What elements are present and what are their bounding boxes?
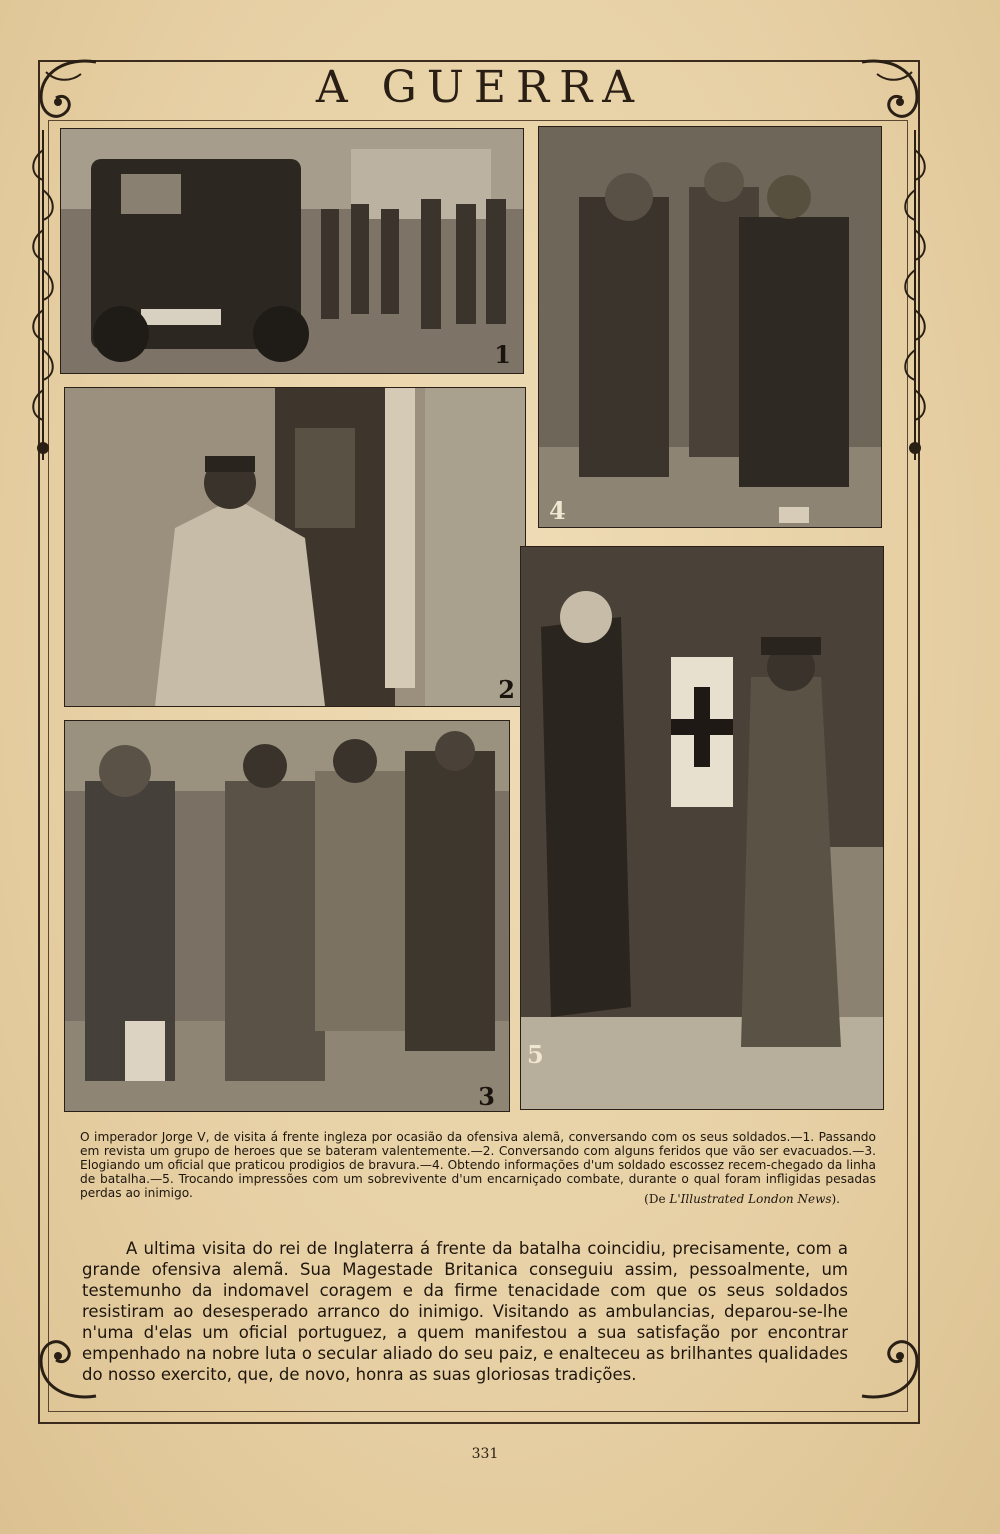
photo-5 (520, 546, 884, 1110)
photo-3-image (65, 721, 509, 1111)
photo-1-image (61, 129, 523, 373)
left-leaf-vine-icon (28, 130, 58, 460)
credit-source: L'Illustrated London News (669, 1192, 832, 1206)
top-right-ornament-icon (852, 52, 932, 132)
credit-suffix: ). (831, 1192, 840, 1206)
photo-4 (538, 126, 882, 528)
photo-caption: O imperador Jorge V, de visita á frente ingleza por ocasião da ofensiva alemã, conversando com os seus soldados.—1. Passando em revista um grupo de heroes que se bateram valentemente.—2. Conversando com alguns feridos que vão ser evacuados.—3. Elogiando um oficial que praticou prodigios de bravura.—4. Obtendo informações d'um soldado escossez recem-chegado da linha de batalha.—5. Trocando impressões com um sobrevivente d'um encarniçado combate, durante o qual foram infligidas pesadas perdas ao inimigo. (80, 1130, 876, 1200)
bottom-right-ornament-icon (852, 1326, 932, 1406)
photo-4-number: 4 (549, 496, 566, 525)
photo-3 (64, 720, 510, 1112)
photo-2-image (65, 388, 525, 706)
photo-5-image (521, 547, 883, 1109)
article-paragraph: A ultima visita do rei de Inglaterra á frente da batalha coincidiu, precisamente, com a grande ofensiva alemã. Sua Magestade Britanica conseguiu assim, pessoalmente, um testemunho da indomavel coragem e da firme tenacidade com que os seus soldados resistiram ao desesperado arranco do inimigo. Visitando as ambulancias, deparou-se-lhe n'uma d'elas um oficial portuguez, a quem manifestou a sua satisfação por encontrar empenhado na nobre luta o secular aliado do seu paiz, e enalteceu as brilhantes qualidades do nosso exercito, que, de novo, honra as suas gloriosas tradições. (82, 1239, 848, 1384)
photo-4-image (539, 127, 881, 527)
photo-1-number: 1 (494, 340, 511, 369)
credit-prefix: (De (644, 1192, 670, 1206)
page-number: 331 (471, 1446, 499, 1462)
photo-5-number: 5 (527, 1040, 544, 1069)
photo-2 (64, 387, 526, 707)
page-title: A GUERRA (315, 62, 645, 113)
photo-credit (540, 1192, 840, 1206)
photo-1 (60, 128, 524, 374)
photo-2-number: 2 (498, 675, 515, 704)
photo-3-number: 3 (478, 1082, 495, 1111)
right-leaf-vine-icon (900, 130, 930, 460)
top-left-ornament-icon (26, 52, 106, 132)
